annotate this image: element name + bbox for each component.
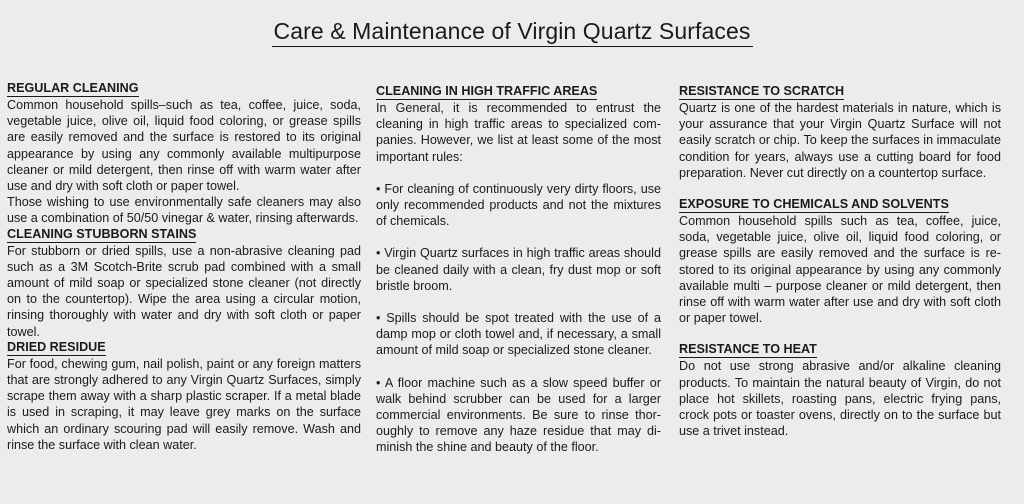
stubborn-stains-paragraph: For stubborn or dried spills, use a non-abrasive cleaning pad such as a 3M Scotch-Brite scrub pad combined with a small amount of mild soap or specialized stone cleaner (not directly on to the countertop). Wipe the area using a circular motion, rinsing thoroughly with water and dry with soft cloth or paper towel. <box>7 243 361 339</box>
scratch-heading-text: RESISTANCE TO SCRATCH <box>679 84 845 98</box>
high-traffic-rule-2: • Virgin Quartz surfaces in high traffic areas should be cleaned daily with a clean, fry dust mop or soft bristle broom. <box>376 246 661 293</box>
dried-residue-heading-text: DRIED RESIDUE <box>7 339 106 354</box>
stubborn-stains-heading <box>7 227 361 243</box>
stubborn-stains-heading-text: CLEANING STUBBORN STAINS <box>7 226 197 241</box>
high-traffic-heading <box>376 84 661 100</box>
high-traffic-intro: In General, it is recommended to entrust the cleaning in high traffic areas to specialized companies. However, we list at least some of the most important rules: <box>376 101 661 164</box>
high-traffic-rule-1: • For cleaning of continuously very dirty floors, use only recommended products and not the mixtures of chemicals. <box>376 181 661 229</box>
heat-paragraph: Do not use strong abrasive and/or alkaline cleaning products. To maintain the natural beauty of Virgin, do not place hot skillets, roasting pans, electric frying pans, crock pots or toaster ovens, directly on to the surface but use a trivet instead. <box>679 359 1001 439</box>
chemicals-heading <box>679 197 1001 213</box>
scratch-paragraph: Quartz is one of the hardest materials in nature, which is your assurance that your Virgin Quartz Surface will not easily scratch or chip. To keep the surfaces in immaculate condition for years, always use a cutting board for food preparation. Never cut directly on a countertop surface. <box>679 101 1001 180</box>
regular-cleaning-heading <box>7 81 361 97</box>
regular-cleaning-heading-text: REGULAR CLEANING <box>7 81 139 95</box>
scratch-heading <box>679 84 1001 100</box>
column-right <box>679 84 1001 439</box>
heat-section <box>679 342 1001 439</box>
high-traffic-rule-3: • Spills should be spot treated with the use of a damp mop or cloth towel and, if necessary, a small amount of mild soap or specialized stone cleaner. <box>376 311 661 358</box>
high-traffic-rule-4: • A floor machine such as a slow speed buffer or walk behind scrubber can be used for a larger commercial environments. Be sure to rinse thoroughly to remove any haze residue that may diminish the shine and beauty of the floor. <box>376 375 661 455</box>
chemicals-section <box>679 197 1001 326</box>
column-left <box>7 81 361 453</box>
chemicals-heading-text: EXPOSURE TO CHEMICALS AND SOLVENTS <box>679 197 949 212</box>
chemicals-paragraph: Common household spills such as tea, coffee, juice, soda, vegetable juice, olive oil, liquid food coloring, or grease spills are easily removed and the surface is restored to its original appearance by using any commonly available multi – purpose cleaner or mild detergent, then rinse off with warm water after use and dry with soft cloth or paper towel. <box>679 214 1001 326</box>
page-title-wrap <box>0 16 1024 47</box>
regular-cleaning-paragraph-1: Common household spills–such as tea, coffee, juice, soda, vegetable juice, olive oil, liquid food coloring, or grease spills are easily removed and the surface is restored to its original appearance by using any commonly available multipurpose cleaner or mild detergent, then rinse off with warm water after use and dry with soft cloth or paper towel. <box>7 98 361 194</box>
page-title: Care & Maintenance of Virgin Quartz Surfaces <box>272 16 753 47</box>
dried-residue-heading <box>7 340 361 356</box>
regular-cleaning-paragraph-2: Those wishing to use environmentally safe cleaners may also use a combination of 50/50 vinegar & water, rinsing afterwards. <box>7 195 361 226</box>
column-middle <box>376 84 661 456</box>
dried-residue-paragraph: For food, chewing gum, nail polish, paint or any foreign matters that are strongly adhered to any Virgin Quartz Surfaces, simply scrape them away with a sharp plastic scraper. If a metal blade is used in scraping, it may leave grey marks on the surface which an ordinary scouring pad will easily remove. Wash and rinse the surface with clean water. <box>7 356 361 452</box>
heat-heading <box>679 342 1001 358</box>
high-traffic-heading-text: CLEANING IN HIGH TRAFFIC AREAS <box>376 84 598 98</box>
heat-heading-text: RESISTANCE TO HEAT <box>679 342 817 357</box>
scratch-section <box>679 84 1001 181</box>
